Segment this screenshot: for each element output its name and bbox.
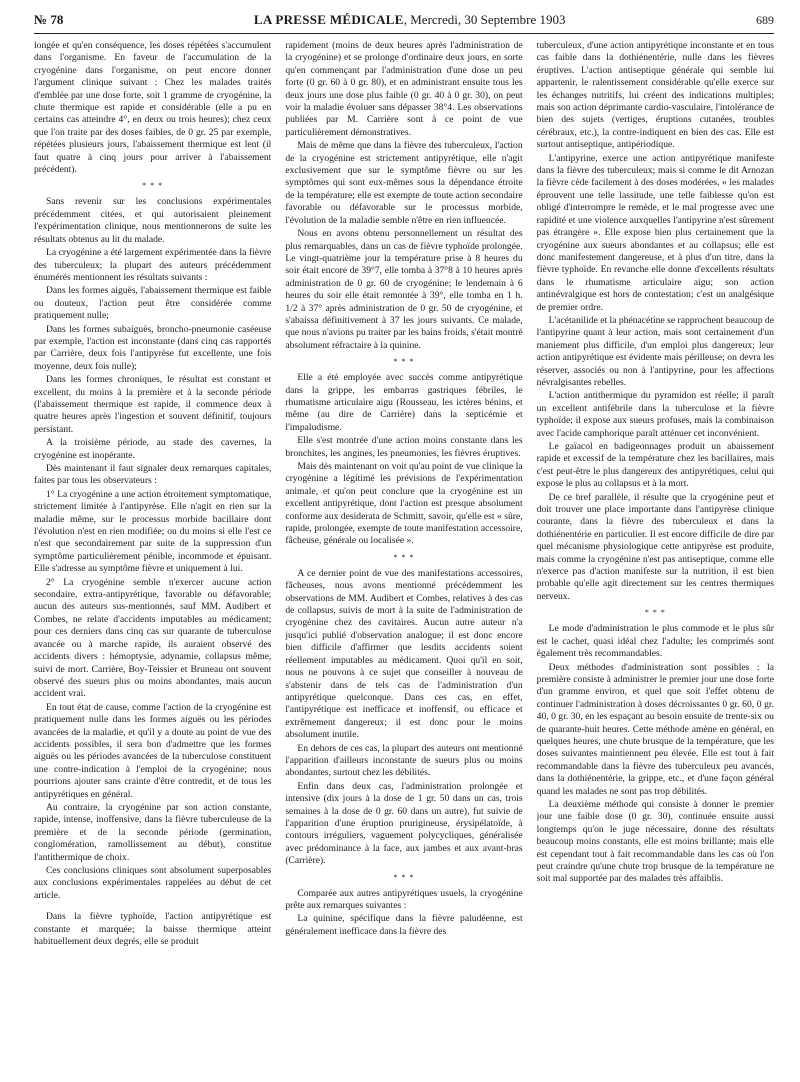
paragraph: 1° La cryogénine a une action étroitement symptomatique, strictement limitée à l'antipyrèse. Elle n'agit en rien sur la maladie même, sur le processus morbide bacillaire dont l'évolution n'est en rien modifiée; ou du moins si elle l'est ce n'est que secondairement par suite de la suppression d'un symptôme particulièrement pénible, incommode et épuisant. Elle s'adresse au symptôme fièvre et uniquement à lui. <box>34 488 272 575</box>
paragraph: rapidement (moins de deux heures après l'administration de la cryogénine) et se prolonge d'ordinaire deux jours, en sorte qu'en commençant par l'administration d'une dose un peu forte (0 gr. 60 à 0 gr. 80), et en administrant ensuite tous les deux jours une dose plus faible (0 gr. 40 à 0 gr. 30), on peut voir la maladie évoluer sans dépasser 38°4. Les observations publiées par M. Carrière sont à ce point de vue particulièrement démonstratives. <box>285 40 523 138</box>
column-right <box>537 40 774 1080</box>
paragraph: L'acétanilide et la phénacétine se rapprochent beaucoup de l'antipyrine quant à leur action, mais sont certainement d'un maniement plus difficile, d'un emploi plus dangereux; leur action antipyrétique est évidente mais périlleuse; on devra les réserver, associés ou non à l'antipyrine, pour les affections névralgisantes rebelles. <box>536 314 774 388</box>
paragraph: La quinine, spécifique dans la fièvre paludéenne, est généralement inefficace dans la fièvre des <box>285 913 523 937</box>
section-separator: * * * <box>142 181 164 191</box>
paragraph: Nous en avons obtenu personnellement un résultat des plus remarquables, dans un cas de fièvre typhoïde prolongée. Le vingt-quatrième jour la température prise à 8 heures du soir était encore de 39°7, elle tomba à 37°8 à 10 heures après administration de 0 gr. 60 de cryogénine; le lendemain à 6 heures du soir elle était remontée à 39°, elle tomba en 1 h. 1/2 à 37° après administration de 0 gr. 50 de cryogénine, et s'abaissa définitivement à 37 les jours suivants. Ce malade, que nous n'avions pu traiter par les bains froids, s'était montré absolument réfractaire à la quinine. <box>285 228 523 351</box>
page-number: 689 <box>755 13 774 27</box>
paragraph: Au contraire, la cryogénine par son action constante, rapide, intense, inoffensive, dans la fièvre tuberculeuse de la première et de la seconde période (germination, conglomération, ramollissement au début), constitue l'antithermique de choix. <box>34 801 272 863</box>
paragraph: tuberculeux, d'une action antipyrétique inconstante et en tous cas faible dans la dothiénentérie, nulle dans les fièvres éruptives. L'action antiseptique générale qui semble lui appartenir, le ralentissement considérable qu'elle exerce sur les échanges nutritifs, lui créent des indications multiples; mais son action déprimante cardio-vasculaire, l'intolérance de bien des sujets (vertiges, éruptions cutanées, troubles cérébraux, etc.), la contre-indiquent en bien des cas. Elle est surtout antiseptique, antipériodique. <box>536 40 774 151</box>
paragraph: De ce bref parallèle, il résulte que la cryogénine peut et doit trouver une place importante dans l'antipyrèse clinique courante, dans la fièvre des tuberculeux et dans la dothiénentérie en particulier. Il est encore difficile de dire par quel mécanisme physiologique cette antipyrèse est produite, mais comme la cryogénine n'est pas antiseptique, comme elle n'exerce pas d'action manifeste sur la nutrition, il est bien probable qu'elle agit directement sur les centres thermiques nerveux. <box>536 491 774 602</box>
paragraph: Dans les formes aiguës, l'abaissement thermique est faible ou douteux, l'action peut être considérée comme pratiquement nulle; <box>34 285 272 322</box>
paragraph: Dès maintenant il faut signaler deux remarques capitales, faites par tous les observateurs : <box>34 463 272 487</box>
text-columns <box>34 40 774 1080</box>
section-separator: * * * <box>644 608 666 618</box>
paragraph: 2° La cryogénine semble n'exercer aucune action secondaire, extra-antipyrétique, favorable ou défavorable; aucun des auteurs sus-mentionnés, sauf MM. Audibert et Combes, ne relate d'accidents imputables au médicament; pour ces derniers dans cinq cas sur quarante de tuberculose avancée ou à marche rapide, ils auraient observé des accidents divers : hémoptysie, adynamie, collapsus même, suivi de mort. Carrière, Boy-Teissier et Bruneau ont souvent observé des sueurs plus ou moins abondantes, mais aucun accident vrai. <box>34 576 272 700</box>
paragraph: Ces conclusions cliniques sont absolument superposables aux conclusions expérimentales rappelées au début de cet article. <box>34 865 272 901</box>
paragraph: A la troisième période, au stade des cavernes, la cryogénine est inopérante. <box>34 437 272 461</box>
paragraph: La deuxième méthode qui consiste à donner le premier jour une faible dose (0 gr. 30), continuée ensuite aussi longtemps qu'on le juge nécessaire, donne des résultats beaucoup moins constants, elle est moins brillante; mais elle est cependant tout à fait recommandable dans les cas où l'on peut craindre qu'une chute trop brusque de la température ne soit mal supportée par des malades très affaiblis. <box>536 798 774 885</box>
paragraph: A ce dernier point de vue des manifestations accessoires, fâcheuses, nous avons mentionné précédemment les observations de MM. Audibert et Combes, relatives à des cas de collapsus, suivis de mort à la suite de l'administration de cryogénine chez des cavitaires. Aucun autre auteur n'a jusqu'ici publié d'observation analogue; il est donc encore bien difficile d'affirmer que lesdits accidents soient réellement imputables au médicament. Quoi qu'il en soit, nous ne pouvons à ce sujet que conseiller à nouveau de s'abstenir dans de tels cas de l'administration d'un antipyrétique quelconque. Dans ces cas, en effet, l'antipyrétique est inefficace et inoffensif, ou efficace et extrêmement dangereux; il est donc pour le moins absolument inutile. <box>285 567 523 741</box>
issue-number: № 78 <box>34 12 64 27</box>
paragraph: Elle a été employée avec succès comme antipyrétique dans la grippe, les embarras gastriques fébriles, le rhumatisme articulaire aigu (Rousseau, les ictères bénins, et même (au dire de Carrière) dans la septicémie et l'impaludisme. <box>285 372 523 433</box>
issue-date: , Mercredi, 30 Septembre 1903 <box>403 12 566 27</box>
paragraph: Dans les formes subaiguës, broncho-pneumonie caséeuse par exemple, l'action est inconstante (dans cinq cas rapportés par Carrière, deux fois l'antipyrèse fut excellente, une fois moyenne, deux fois nulle); <box>34 323 272 372</box>
section-separator: * * * <box>393 872 415 882</box>
paragraph: Comparée aux autres antipyrétiques usuels, la cryogénine prête aux remarques suivantes : <box>285 887 523 911</box>
paragraph: Enfin dans deux cas, l'administration prolongée et intensive (dix jours à la dose de 1 gr. 50 dans un cas, trois semaines à la dose de 0 gr. 60 dans un autre), fut suivie de l'apparition d'une éruption prurigineuse, érysipélatoïde, à contours irréguliers, vaguement polycycliques, généralisée avec prédominance à la face, aux jambes et aux avant-bras (Carrière). <box>285 780 523 867</box>
spacer <box>34 903 271 911</box>
paragraph: En dehors de ces cas, la plupart des auteurs ont mentionné l'apparition d'ailleurs inconstante de sueurs plus ou moins abondantes, surtout chez les débilités. <box>285 742 523 779</box>
paragraph: Dans la fièvre typhoïde, l'action antipyrétique est constante et marquée; la baisse thermique atteint habituellement deux degrés, elle se produit <box>34 911 272 948</box>
paragraph: Deux méthodes d'administration sont possibles : la première consiste à administrer le premier jour une dose forte d'un gramme environ, et quel que soit l'effet obtenu de continuer l'administration à doses décroissantes 0 gr. 60, 0 gr. 40, 0 gr. 30, en les espaçant au besoin ensuite de trente-six ou de quarante-huit heures. Cette méthode amène en général, en quelques heures, une chute brusque de la température, que les doses suivantes maintiennent peu élevée. Elle est tout à fait recommandable dans la fièvre des tuberculeux peu avancés, dans la dothiénentérie, la grippe, etc., et d'une façon général quand les malades ne sont pas trop débilités. <box>536 661 774 797</box>
paragraph: Dans les formes chroniques, le résultat est constant et excellent, du moins à la première et à la seconde période (l'abaissement thermique est rapide, il commence deux à quatre heures après l'ingestion et souvent définitif, toujours persistant. <box>34 374 272 435</box>
paragraph: Le mode d'administration le plus commode et le plus sûr est le cachet, quasi idéal chez l'adulte; les comprimés sont également très recommandables. <box>536 623 774 660</box>
paragraph: longée et qu'en conséquence, les doses répétées s'accumulent dans l'organisme. En faveur de l'accumulation de la cryogénine dans l'organisme, on peut encore donner l'argument clinique suivant : Chez les malades traités d'emblée par une dose forte, soit 1 gramme de cryogénine, la chute thermique est rapide et considérable (elle a pu en certains cas atteindre 4°, en deux ou trois heures); chez ceux que l'on traite par des doses faibles, de 0 gr. 25 par exemple, répétées plusieurs jours, l'abaissement thermique est lent (il faut quatre à cinq jours pour arriver à l'abaissement précédent). <box>34 40 272 176</box>
paragraph: L'action antithermique du pyramidon est réelle; il paraît un excellent antifébrile dans la tuberculose et la fièvre typhoïde; il expose aux sueurs profuses, mais la combinaison avec l'acide camphorique paraît atténuer cet inconvénient. <box>536 390 774 439</box>
journal-name: LA PRESSE MÉDICALE <box>253 12 404 27</box>
paragraph: Le gaïacol en badigeonnages produit un abaissement rapide et excessif de la température chez les bacillaires, mais c'est peut-être le plus dangereux des antipyrétiques, celui qui expose le plus au collapsus et à la mort. <box>536 441 774 490</box>
section-separator: * * * <box>393 552 415 562</box>
page-header <box>34 12 774 34</box>
journal-masthead <box>254 12 566 28</box>
paragraph: La cryogénine a été largement expérimentée dans la fièvre des tuberculeux; la plupart des auteurs précédemment énumérés mentionnent les résultats suivants : <box>34 247 272 283</box>
section-separator: * * * <box>393 357 415 367</box>
paragraph: En tout état de cause, comme l'action de la cryogénine est pratiquement nulle dans les formes aiguës ou les périodes avancées de la maladie, et qu'il y a doute au point de vue des accidents possibles, il sera bon d'admettre que les formes aiguës ou les périodes avancées de la tuberculose constituent une contre-indication à l'emploi de la cryogénine; nous pourrions ajouter sans crainte d'être contredit, et de tous les antipyrétiques en général. <box>34 701 272 800</box>
column-left <box>34 40 271 1080</box>
paragraph: Mais dès maintenant on voit qu'au point de vue clinique la cryogénine a légitimé les prévisions de l'expérimentation animale, et qu'on peut conclure que la cryogénine est un excellent antipyrétique, dont l'action est presque absolument conforme aux desiderata de Schmitt, savoir, qu'elle est « sûre, rapide, prolongée, exempte de toute manifestation accessoire, fâcheuse, générale ou localisée ». <box>285 461 523 547</box>
paragraph: Sans revenir sur les conclusions expérimentales précédemment citées, et qui autorisaient pleinement l'expérimentation clinique, nous mentionnerons de suite les résultats obtenus au lit du malade. <box>34 196 272 245</box>
paragraph: Elle s'est montrée d'une action moins constante dans les bronchites, les angines, les pneumonies, les fièvres éruptives. <box>285 435 523 459</box>
paragraph: Mais de même que dans la fièvre des tuberculeux, l'action de la cryogénine est strictement antipyrétique, elle n'agit exclusivement que sur le symptôme fièvre ou sur les symptômes qui sont eux-mêmes sous la dépendance étroite de la température; elle est exempte de toute action secondaire favorable ou défavorable sur le processus morbide, l'évolution de la maladie semble n'être en rien influencée. <box>285 140 523 226</box>
paragraph: L'antipyrine, exerce une action antipyrétique manifeste dans la fièvre des tuberculeux; mais si comme le dit Arnozan la fièvre cède facilement à des doses modérées, « les malades éprouvent une telle lassitude, une telle faiblesse qu'on est obligé d'interrompre le remède, et le mal progresse avec une rapidité et une violence auxquelles l'antipyrine n'est sûrement pas étrangère ». Elle expose bien plus certainement que la cryogénine aux sueurs abondantes et au collapsus; elle est donc manifestement dangereuse, et à plus d'un titre, dans la fièvre typhoïde. En revanche elle donne d'excellents résultats dans le rhumatisme articulaire aigu; son action antinévralgique est hors de contestation; c'est un analgésique de premier ordre. <box>536 152 774 313</box>
column-middle <box>285 40 522 1080</box>
